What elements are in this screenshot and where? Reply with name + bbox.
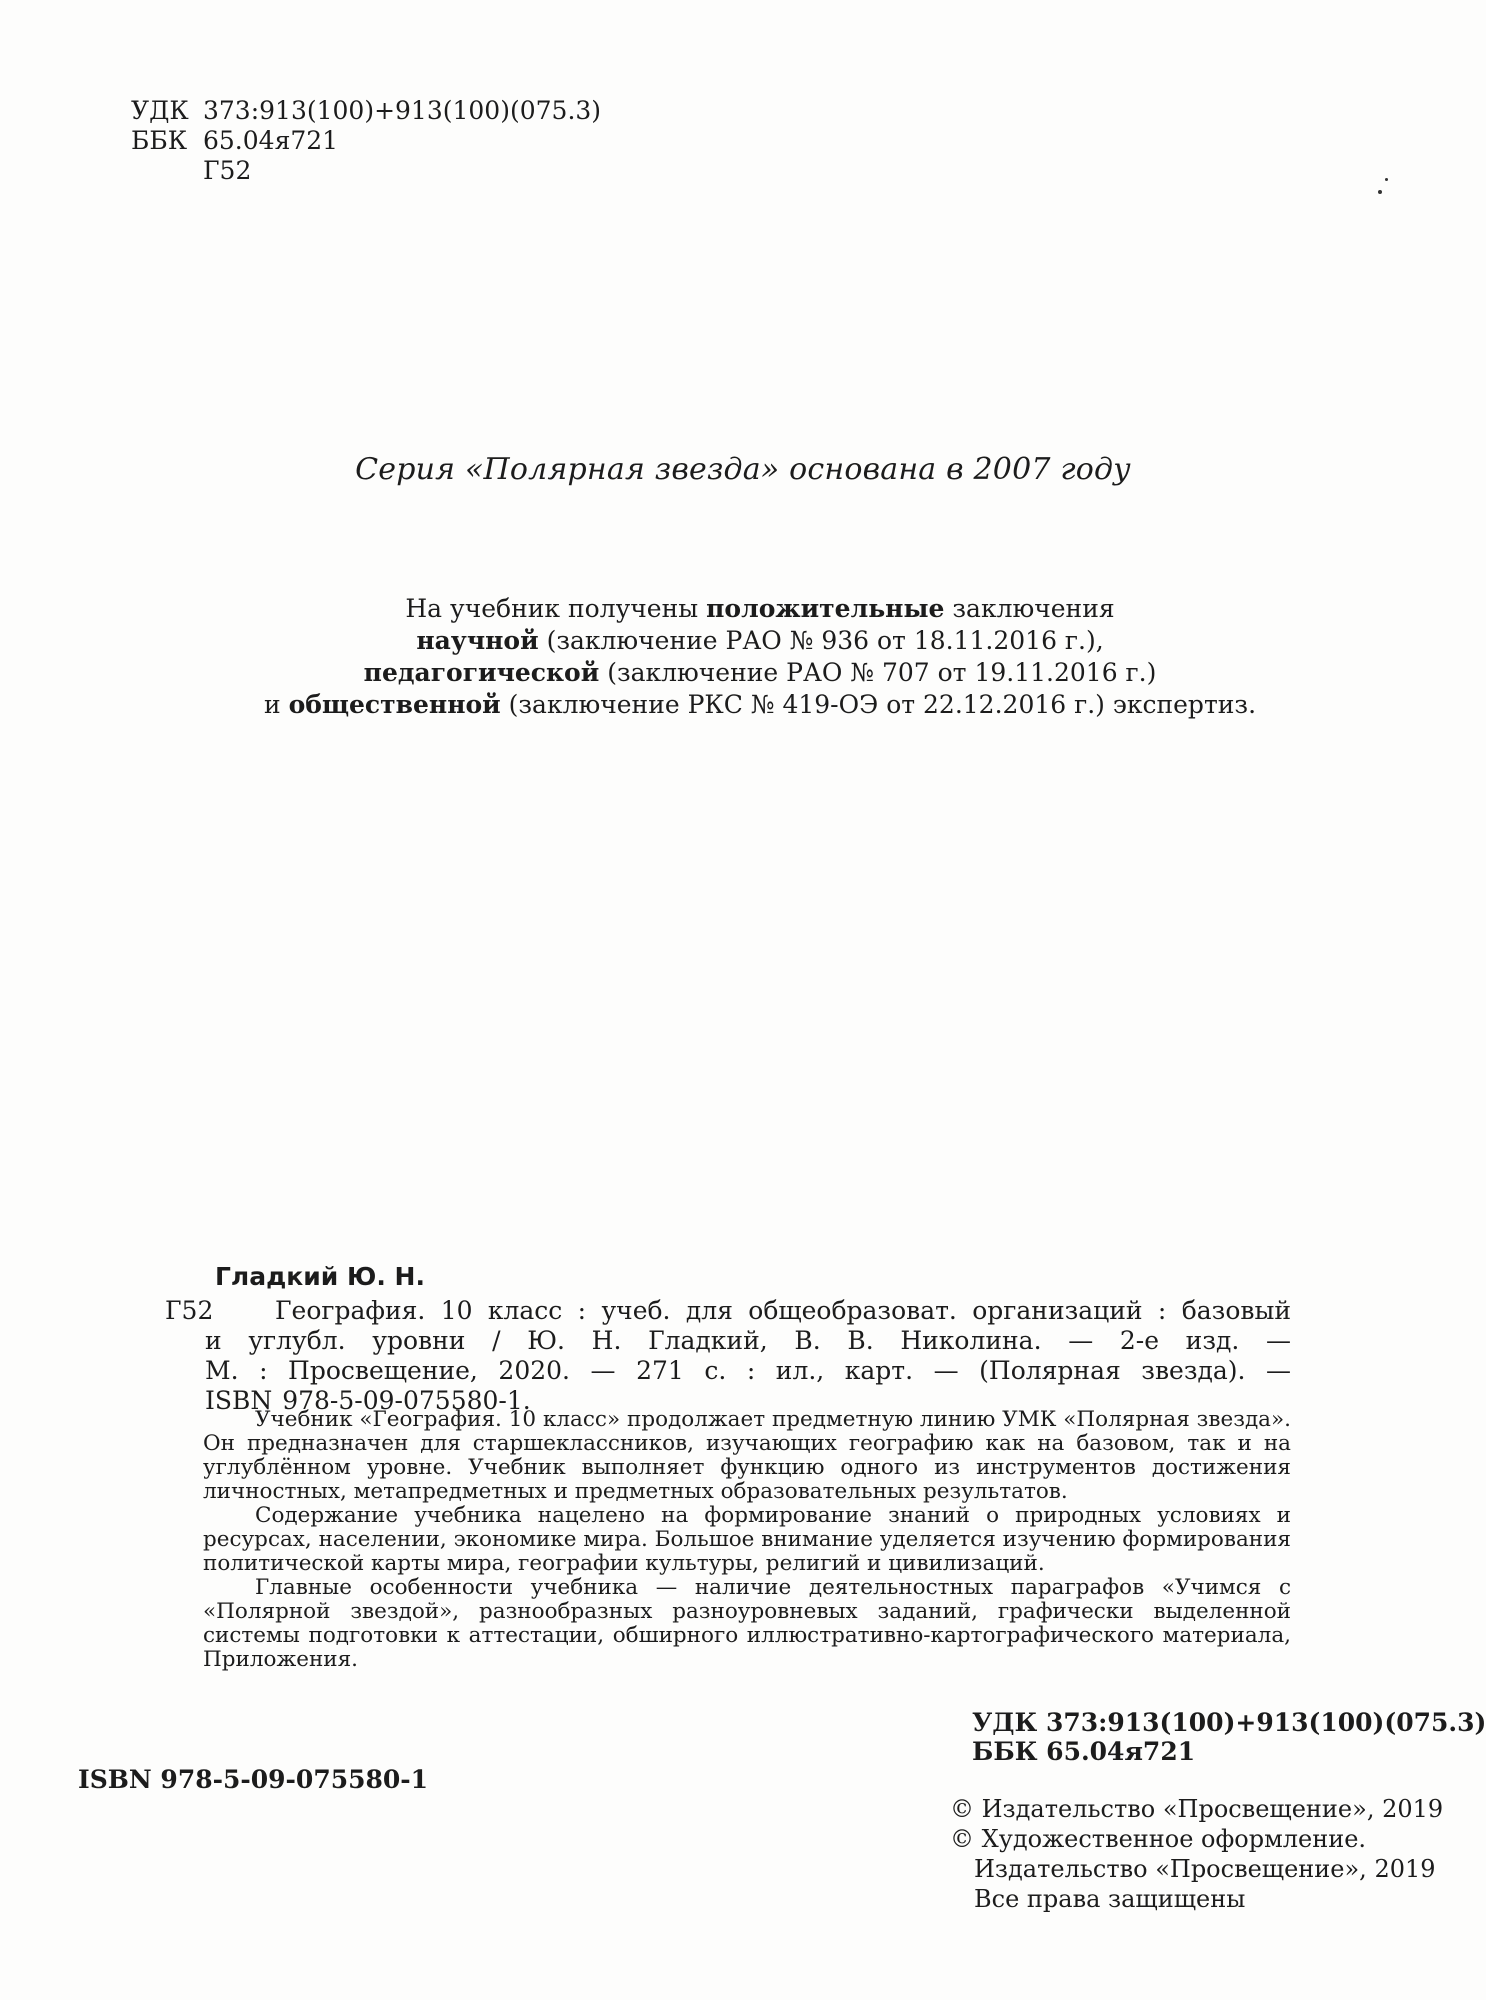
reviews-line-3 <box>260 657 1260 689</box>
annotation-paragraph: Содержание учебника нацелено на формирование знаний о природных условиях и ресурсах, населении, экономике мира. Большое внимание уделяется изучению формирования политической карты мира, географии культуры, религий и цивилизаций. <box>203 1503 1291 1576</box>
udk-row <box>131 96 601 126</box>
copyright-line-1: © Издательство «Просвещение», 2019 <box>950 1795 1444 1823</box>
bbk-value: 65.04я721 <box>203 126 339 155</box>
cutter-code-entry: Г52 <box>165 1296 214 1325</box>
reviews-line-2 <box>260 625 1260 657</box>
reviews-line-1 <box>260 593 1260 625</box>
copyright-line-2: © Художественное оформление. <box>950 1825 1367 1853</box>
reviews-text: (заключение РАО № 707 от 19.11.2016 г.) <box>599 658 1157 687</box>
biblio-line-3: М. : Просвещение, 2020. — 271 с. : ил., карт. — (Полярная звезда). — <box>205 1356 1291 1385</box>
reviews-text: На учебник получены <box>405 594 707 623</box>
reviews-bold: научной <box>416 626 539 655</box>
udk-label: УДК <box>131 96 189 125</box>
reviews-text: (заключение РАО № 936 от 18.11.2016 г.), <box>538 626 1104 655</box>
expert-reviews <box>260 593 1260 721</box>
series-line: Серия «Полярная звезда» основана в 2007 году <box>355 452 1131 487</box>
reviews-bold: положительные <box>706 594 945 623</box>
bbk-label: ББК <box>131 126 188 155</box>
ink-speck <box>1385 178 1388 181</box>
copyright-block <box>950 1794 1443 1914</box>
isbn: ISBN 978-5-09-075580-1 <box>78 1765 429 1794</box>
bibliographic-entry <box>165 1262 1291 1416</box>
biblio-line-1: География. 10 класс : учеб. для общеобразоват. организаций : базовый <box>275 1296 1291 1325</box>
annotation-paragraph: Учебник «География. 10 класс» продолжает предметную линию УМК «Полярная звезда». Он предназначен для старшеклассников, изучающих географию как на базовом, так и на углублённом уровне. Учебник выполняет функцию одного из инструментов достижения личностных, метапредметных и предметных образовательных результатов. <box>203 1407 1291 1504</box>
biblio-line-4: ISBN 978-5-09-075580-1. <box>205 1386 531 1415</box>
biblio-line-2: и углубл. уровни / Ю. Н. Гладкий, В. В. Николина. — 2-е изд. — <box>205 1326 1291 1355</box>
copyright-line-4: Все права защищены <box>974 1885 1246 1913</box>
copyright-line-3: Издательство «Просвещение», 2019 <box>974 1855 1436 1883</box>
author-heading: Гладкий Ю. Н. <box>215 1262 425 1291</box>
reviews-bold: педагогической <box>363 658 600 687</box>
ink-speck <box>1378 190 1382 194</box>
udk-value: 373:913(100)+913(100)(075.3) <box>203 96 602 125</box>
bottom-classification-codes <box>972 1708 1486 1766</box>
bbk-bottom: ББК 65.04я721 <box>972 1737 1196 1766</box>
reviews-bold: общественной <box>288 690 501 719</box>
annotation <box>203 1408 1291 1672</box>
annotation-paragraph: Главные особенности учебника — наличие деятельностных параграфов «Учимся с «Полярной звездой», разнообразных разноуровневых заданий, графически выделенной системы подготовки к аттестации, обширного иллюстративно-картографического материала, Приложения. <box>203 1575 1291 1672</box>
bbk-row <box>131 126 601 156</box>
reviews-text: (заключение РКС № 419-ОЭ от 22.12.2016 г.) экспертиз. <box>500 690 1257 719</box>
cutter-code: Г52 <box>203 156 252 185</box>
reviews-text: заключения <box>944 594 1115 623</box>
top-classification-codes <box>131 96 601 186</box>
udk-bottom: УДК 373:913(100)+913(100)(075.3) <box>972 1708 1486 1737</box>
reviews-line-4 <box>260 689 1260 721</box>
reviews-text: и <box>263 690 289 719</box>
bibliographic-description <box>165 1296 1291 1416</box>
